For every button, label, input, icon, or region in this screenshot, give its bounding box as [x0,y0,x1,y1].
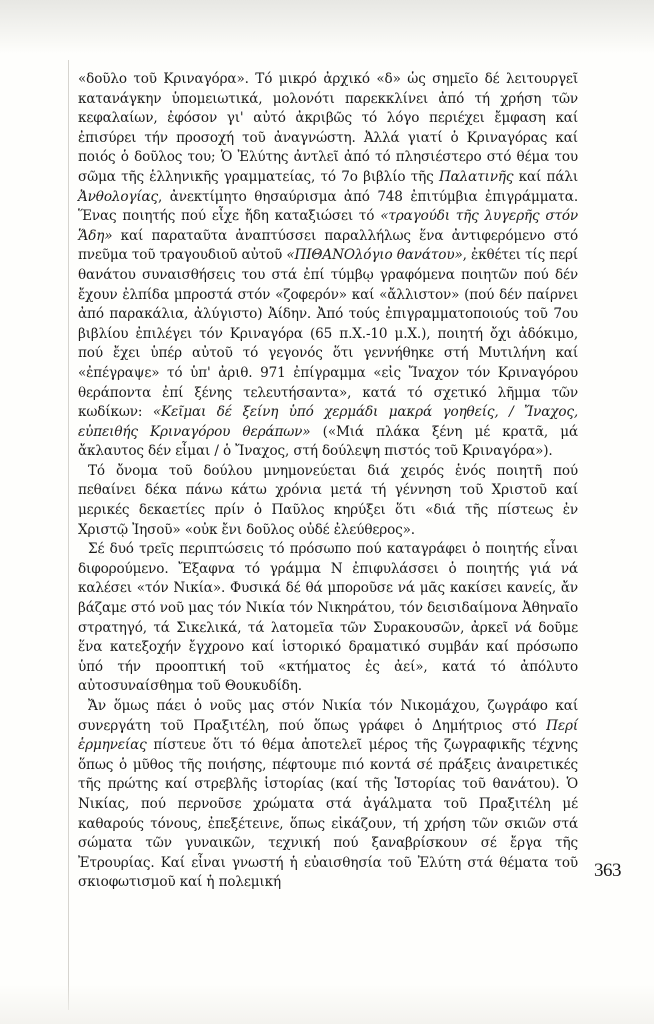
text-run: καί πάλι [513,168,579,185]
scan-fade [0,984,654,1024]
scan-shadow [0,0,654,54]
text-run: Τό ὄνομα τοῦ δούλου μνημονεύεται διά χειρός ἑνός ποιητῆ πού πεθαίνει δέκα πάνω κάτω χρόνια μετά τή γέννηση τοῦ Χριστοῦ καί μερικές δεκαετίες πρίν ὁ Παῦλος κηρύξει ὅτι «διά τῆς πίστεως ἐν Χριστῷ Ἰησοῦ» «οὐκ ἔνι δοῦλος οὐδέ ἐλεύθερος». [78,462,578,538]
italic-text: «ΠΙΘΑΝΟλόγιο θανάτου» [286,247,463,264]
paragraph [78,70,578,462]
page-number: 363 [594,860,621,881]
text-run: καί παραταῦτα ἀναπτύσσει παραλλήλως ἕνα ἀντιφερόμενο στό πνεῦμα τοῦ τραγουδιοῦ αὐτοῦ [78,227,578,264]
gutter-line [68,60,69,1010]
text-run: Ἄν ὅμως πάει ὁ νοῦς μας στόν Νικία τόν Νικομάχου, ζωγράφο καί συνεργάτη τοῦ Πραξιτέλη, πού ὅπως γράφει ὁ Δημήτριος στό [78,698,578,734]
paragraph [78,697,578,893]
body-text [78,70,578,893]
text-run: Σέ δυό τρεῖς περιπτώσεις τό πρόσωπο πού καταγράφει ὁ ποιητής εἶναι διφορούμενο. Ἔξαφνα τό γράμμα Ν ἐπιφυλάσσει ὁ ποιητής γιά νά καλέσει «τόν Νικία». Φυσικά δέ θά μποροῦσε νά μᾶς κακίσει κανείς, ἄν βάζαμε στό νοῦ μας τόν Νικία τόν Νικηράτου, τόν δεισιδαίμονα Ἀθηναῖο στρατηγό, τά Σικελικά, τά λατομεῖα τῶν Συρακουσῶν, ἀρκεῖ νά δοῦμε ἕνα κατεξοχήν ἔγχρονο καί ἱστορικό δραματικό συμβάν καί πρόσωπο ὑπό τήν προοπτική τοῦ «κτήματος ἐς ἀεί», κατά τό ἀπόλυτο αὐτοσυναίσθημα τοῦ Θουκυδίδη. [78,541,578,695]
italic-text: Περί ἑρμηνείας [78,717,578,754]
paragraph [78,540,578,697]
paragraph [78,462,578,540]
italic-text: «Κεῖμαι δέ ξείνη ὑπό χερμάδι μακρά γοηθείς, / Ἴναχος, εὐπειθής Κριναγόρου θεράπων» [78,404,578,440]
text-run: («Μιά πλάκα ξένη μέ κρατᾶ, μά ἄκλαυτος δέν εἶμαι / ὁ Ἴναχος, στή δούλεψη πιστός τοῦ Κριναγόρα»). [78,423,578,460]
text-run: πίστευε ὅτι τό θέμα ἀποτελεῖ μέρος τῆς ζωγραφικῆς τέχνης ὅπως ὁ μῦθος τῆς ποιήσης, πέφτουμε πιό κοντά σέ πράξεις ἀναιρετικές τῆς πρώτης καί στρεβλῆς ἱστορίας (καί τῆς Ἱστορίας τοῦ θανάτου). Ὁ Νικίας, πού περνοῦσε χρώματα στά ἀγάλματα τοῦ Πραξιτέλη μέ καθαρούς τόνους, ἐπεξέτεινε, ὅπως εἰκάζουν, τή χρήση τῶν σκιῶν στά σώματα τῶν γυναικῶν, τεχνική πού ξαναβρίσκουν σέ ἔργα τῆς Ἐτρουρίας. Καί εἶναι γνωστή ἡ εὐαισθησία τοῦ Ἐλύτη στά θέματα τοῦ σκιοφωτισμοῦ καί ἡ πολεμική [78,737,578,891]
italic-text: Ἀνθολογίας [78,188,158,205]
text-run: «δοῦλο τοῦ Κριναγόρα». Τό μικρό ἀρχικό «δ» ὡς σημεῖο δέ λειτουργεῖ κατανάγκην ὑπομειωτικά, μολονότι παρεκκλίνει ἀπό τή χρήση τῶν κεφαλαίων, ἐφόσον γι' αὐτό ἀκριβῶς τό λόγο περιέχει ἔμφαση καί ἐπισύρει τήν προσοχή τοῦ ἀναγνώστη. Ἀλλά γιατί ὁ Κριναγόρας καί ποιός ὁ δοῦλος του; Ὁ Ἐλύτης ἀντλεῖ ἀπό τό πλησιέστερο στό θέμα του σῶμα τῆς ἑλληνικῆς γραμματείας, τό 7ο βιβλίο τῆς [78,71,578,185]
italic-text: Παλατινῆς [438,168,514,185]
text-run: , ἀνεκτίμητο θησαύρισμα ἀπό 748 ἐπιτύμβια ἐπιγράμματα. Ἕνας ποιητής πού εἶχε ἤδη καταξιώσει τό [78,188,578,225]
text-run: , ἐκθέτει τίς περί θανάτου συναισθήσεις του στά ἐπί τύμβῳ γραφόμενα ποιητῶν πού δέν ἔχουν ἐλπίδα μπροστά στόν «ζοφερόν» καί «ἄλλιστον» (πού δέν παίρνει ἀπό παρακάλια, ἀλύγιστο) Ἀίδην. Ἀπό τούς ἐπιγραμματοποιούς τοῦ 7ου βιβλίου ἐπιλέγει τόν Κριναγόρα (65 π.Χ.-10 μ.Χ.), ποιητή ὄχι ἀδόκιμο, πού ἔχει ὑπέρ αὐτοῦ τό γεγονός ὅτι γεννήθηκε στή Μυτιλήνη καί «ἐπέγραψε» τό ὑπ' ἀριθ. 971 ἐπίγραμμα «εἰς Ἴναχον τόν Κριναγόρου θεράποντα ἐπί ξένης τελευτήσαντα», κατά τό σχετικό λῆμμα τῶν κωδίκων: [78,247,578,421]
italic-text: «τραγούδι τῆς λυγερῆς στόν Ἅδη» [78,208,578,244]
